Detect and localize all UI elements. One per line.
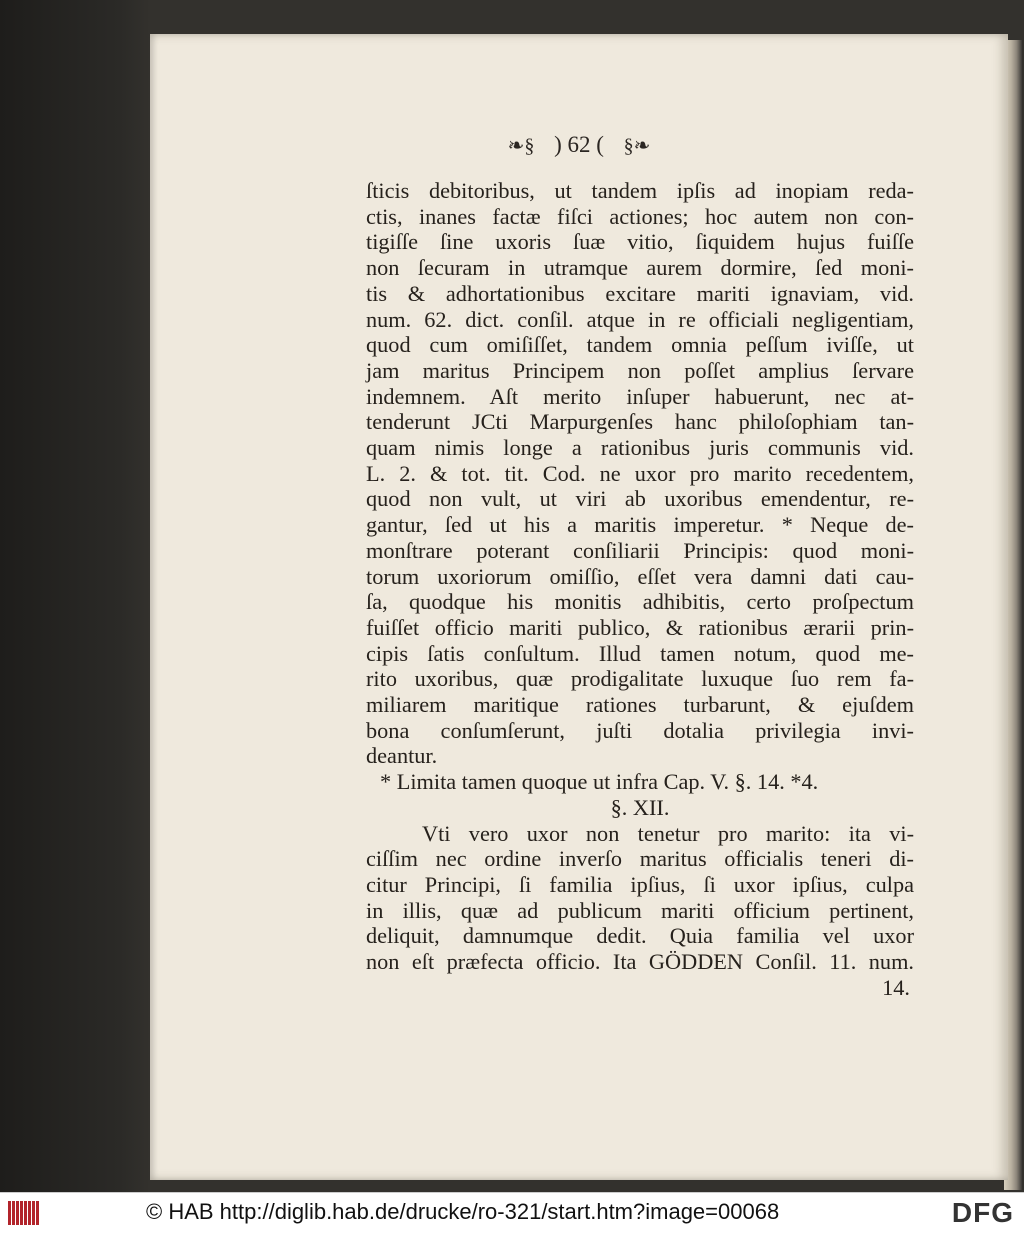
text-line: quam nimis longe a rationibus juris communis vid. [366, 435, 914, 461]
text-line: monſtrare poterant conſiliarii Principis: quod moni- [366, 537, 914, 563]
text-line: ſticis debitoribus, ut tandem ipſis ad inopiam reda- [366, 178, 914, 203]
text-line: in illis, quæ ad publicum mariti officium pertinent, [366, 897, 914, 923]
page-text [366, 178, 914, 1001]
text-line: ctis, inanes factæ fiſci actiones; hoc autem non con- [366, 203, 914, 229]
text-line: citur Principi, ſi familia ipſius, ſi uxor ipſius, culpa [366, 871, 914, 897]
text-line: quod non vult, ut viri ab uxoribus emendentur, re- [366, 486, 914, 512]
text-line: ciſſim nec ordine inverſo maritus officialis teneri di- [366, 846, 914, 872]
text-line: non ſecuram in utramque aurem dormire, ſed moni- [366, 255, 914, 281]
text-line: jam maritus Principem non poſſet amplius ſervare [366, 357, 914, 383]
page-header [150, 132, 1008, 158]
text-line: quod cum omiſiſſet, tandem omnia peſſum iviſſe, ut [366, 332, 914, 358]
text-line: ſa, quodque his monitis adhibitis, certo proſpectum [366, 589, 914, 615]
section-heading: §. XII. [610, 794, 670, 820]
catchword: 14. [882, 974, 910, 1000]
dfg-logo: DFG [951, 1197, 1014, 1228]
text-line: num. 62. dict. conſil. atque in re officiali negligentiam, [366, 306, 914, 332]
text-line: indemnem. Aſt merito inſuper habuerunt, nec at- [366, 383, 914, 409]
text-line: deliquit, damnumque dedit. Quia familia vel uxor [366, 923, 914, 949]
text-line: gantur, ſed ut his a maritis imperetur. * Neque de- [366, 512, 914, 538]
ornament-left: ❧§ [507, 135, 535, 157]
page-number: ) 62 ( [554, 132, 604, 157]
text-line: torum uxoriorum omiſſio, eſſet vera damni dati cau- [366, 563, 914, 589]
text-line: tis & adhortationibus excitare mariti ignaviam, vid. [366, 280, 914, 306]
text-line: deantur. [366, 743, 438, 769]
source-link[interactable]: © HAB http://diglib.hab.de/drucke/ro-321/start.htm?image=00068 [146, 1199, 780, 1224]
text-line: tenderunt JCti Marpurgenſes hanc philoſophiam tan- [366, 409, 914, 435]
footnote: * Limita tamen quoque ut infra Cap. V. §. 14. *4. [380, 769, 819, 795]
text-line: Vti vero uxor non tenetur pro marito: ita vi- [422, 820, 914, 846]
text-line: non eſt præfecta officio. Ita GÖDDEN Conſil. 11. num. [366, 949, 914, 975]
text-line: bona conſumſerunt, juſti dotalia privilegia invi- [366, 717, 914, 743]
ornament-right: §❧ [623, 135, 651, 157]
text-line: cipis ſatis conſultum. Illud tamen notum, quod me- [366, 640, 914, 666]
text-line: rito uxoribus, quæ prodigalitate luxuque ſuo rem fa- [366, 666, 914, 692]
text-line: tigiſſe ſine uxoris ſuæ vitio, ſiquidem hujus fuiſſe [366, 229, 914, 255]
viewer-footer [0, 1192, 1024, 1233]
text-line: fuiſſet officio mariti publico, & rationibus ærarii prin- [366, 614, 914, 640]
text-line: miliarem maritique rationes turbarunt, & ejuſdem [366, 692, 914, 718]
text-line: L. 2. & tot. tit. Cod. ne uxor pro marito recedentem, [366, 460, 914, 486]
hab-logo-icon [8, 1201, 44, 1225]
